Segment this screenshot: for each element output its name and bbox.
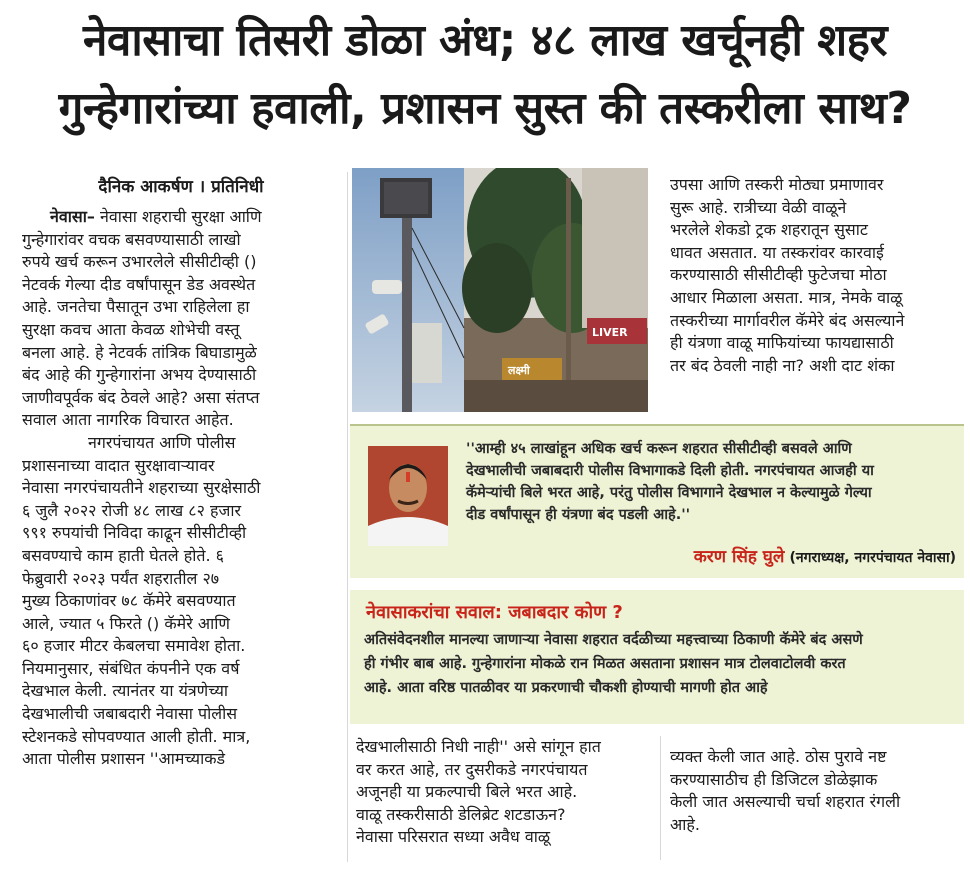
cctv-pole-photo <box>352 168 648 412</box>
col1-line: आता पोलीस प्रशासन ''आमच्याकडे <box>22 749 226 769</box>
col1-line: देखभाल केली. त्यानंतर या यंत्रणेच्या <box>22 681 229 701</box>
col1-line: नगरपंचायत आणि पोलीस <box>88 432 236 452</box>
col1-line: बंद आहे की गुन्हेगारांना अभय देण्यासाठी <box>22 365 257 385</box>
col1-line: नेवासा नगरपंचायतीने शहराच्या सुरक्षेसाठी <box>22 478 261 498</box>
col3-line: आहे. <box>670 814 700 834</box>
byline: दैनिक आकर्षण । प्रतिनिधी <box>98 177 264 197</box>
column-2-bottom <box>356 736 650 849</box>
col1-line: देखभालीची जबाबदारी नेवासा पोलीस <box>22 704 238 724</box>
col3-line: भरलेले शेकडो ट्रक शहरातून सुसाट <box>670 220 868 240</box>
col1-line: रुपये खर्च करून उभारलेले सीसीटीव्ही () <box>22 252 257 272</box>
col1-line: गुन्हेगारांवर वचक बसवण्यासाठी लाखो <box>22 229 241 249</box>
col1-line: जाणीवपूर्वक बंद ठेवले आहे? असा संतप्त <box>22 387 260 407</box>
question-line: आहे. आता वरिष्ठ पातळीवर या प्रकरणाची चौकशी होण्याची मागणी होत आहे <box>364 680 768 696</box>
col1-line: प्रशासनाच्या वादात सुरक्षावाऱ्यावर <box>22 455 215 475</box>
col3-line: उपसा आणि तस्करी मोठ्या प्रमाणावर <box>670 175 884 194</box>
col1-line: नेवासा शहराची सुरक्षा आणि <box>94 207 262 226</box>
col1-line: सुरक्षा कवच आता केवळ शोभेची वस्तू <box>22 319 240 339</box>
col3-line: तर बंद ठेवली नाही ना? अशी दाट शंका <box>670 355 895 375</box>
col1-line: आले, ज्यात ५ फिरते () कॅमेरे आणि <box>22 613 230 633</box>
col2-line: अजूनही या प्रकल्पाची बिले भरत आहे. <box>356 782 578 802</box>
speaker-photo <box>368 446 448 546</box>
question-line: ही गंभीर बाब आहे. गुन्हेगारांना मोकळे रान मिळत असताना प्रशासन मात्र टोलवाटोलवी करत <box>364 656 846 672</box>
col1-para-1 <box>22 206 340 432</box>
col1-line: बनला आहे. हे नेटवर्क तांत्रिक बिघाडामुळे <box>22 342 257 362</box>
col3-line: ही यंत्रणा वाळू माफियांच्या फायद्यासाठी <box>670 333 894 353</box>
col1-line: नियमानुसार, संबंधित कंपनीने एक वर्ष <box>22 658 240 678</box>
speaker-role: (नगराध्यक्ष, नगरपंचायत नेवासा) <box>789 550 956 566</box>
col2-line: देखभालीसाठी निधी नाही'' असे सांगून हात <box>356 737 601 756</box>
headline-line-1: नेवासाचा तिसरी डोळा अंध; ४८ लाख खर्चूनही शहर <box>82 15 887 66</box>
question-line: अतिसंवेदनशील मानल्या जाणाऱ्या नेवासा शहरात वर्दळीच्या महत्त्वाच्या ठिकाणी कॅमेरे बंद असणे <box>364 632 863 648</box>
column-divider <box>347 172 348 862</box>
dateline: नेवासा– <box>50 207 95 226</box>
column-1 <box>22 206 340 771</box>
question-box <box>350 590 964 724</box>
col1-line: आहे. जनतेचा पैसातून उभा राहिलेला हा <box>22 297 250 317</box>
headline-line-2: गुन्हेगारांच्या हवाली, प्रशासन सुस्त की तस्करीला साथ? <box>58 83 912 134</box>
col1-line: मुख्य ठिकाणांवर ७८ कॅमेरे बसवण्यात <box>22 591 236 611</box>
quote-line: दीड वर्षांपासून ही यंत्रणा बंद पडली आहे.'' <box>466 507 691 523</box>
col1-line: बसवण्याचे काम हाती घेतले होते. ६ <box>22 545 224 565</box>
shop-sign-2: लक्ष्मी <box>508 364 530 377</box>
col1-line: स्टेशनकडे सोपवण्यात आली होती. मात्र, <box>22 726 251 746</box>
column-divider-2 <box>660 736 661 860</box>
col3-line: सुरू आहे. रात्रीच्या वेळी वाळूने <box>670 197 847 217</box>
col3-line: धावत असतात. या तस्करांवर कारवाई <box>670 242 884 262</box>
col3-line: करण्यासाठीच ही डिजिटल डोळेझाक <box>670 769 878 789</box>
speaker-attribution <box>466 544 956 567</box>
col3-line: तस्करीच्या मार्गावरील कॅमेरे बंद असल्याने <box>670 310 905 330</box>
col1-line: नेटवर्क गेल्या दीड वर्षांपासून डेड अवस्थेत <box>22 274 256 294</box>
speaker-name: करण सिंह घुले <box>693 547 785 567</box>
col3-line: केली जात असल्याची चर्चा शहरात रंगली <box>670 792 901 812</box>
col2-line: वर करत आहे, तर दुसरीकडे नगरपंचायत <box>356 759 588 779</box>
col1-line: ९९१ रुपयांची निविदा काढून सीसीटीव्ही <box>22 523 247 543</box>
quote-text <box>466 438 956 526</box>
col1-para-2 <box>22 432 340 771</box>
quote-line: ''आम्ही ४५ लाखांहून अधिक खर्च करून शहरात सीसीटीव्ही बसवले आणि <box>466 441 852 457</box>
col3-line: आधार मिळाला असता. मात्र, नेमके वाळू <box>670 287 903 307</box>
column-3-bottom <box>670 746 960 836</box>
col1-line: फेब्रुवारी २०२३ पर्यंत शहरातील २७ <box>22 568 220 588</box>
portrait-illustration <box>368 446 448 546</box>
col3-line: करण्यासाठी सीसीटीव्ही फुटेजचा मोठा <box>670 265 887 285</box>
cctv-photo-illustration <box>352 168 648 412</box>
col1-line: ६० हजार मीटर केबलचा समावेश होता. <box>22 636 246 656</box>
col1-line: ६ जुलै २०२२ रोजी ४८ लाख ८२ हजार <box>22 500 242 520</box>
shop-sign-1: LIVER <box>592 326 628 339</box>
quote-line: देखभालीची जबाबदारी पोलीस विभागाकडे दिली होती. नगरपंचायत आजही या <box>466 463 874 479</box>
col2-line: नेवासा परिसरात सध्या अवैध वाळू <box>356 827 551 847</box>
col2-line: वाळू तस्करीसाठी डेलिब्रेट शटडाऊन? <box>356 804 566 824</box>
col3-line: व्यक्त केली जात आहे. ठोस पुरावे नष्ट <box>670 747 887 766</box>
quote-box <box>350 424 964 578</box>
column-3-top <box>670 174 960 377</box>
quote-line: कॅमेऱ्यांची बिले भरत आहे, परंतु पोलीस विभागाने देखभाल न केल्यामुळे गेल्या <box>466 485 872 501</box>
col1-line: सवाल आता नागरिक विचारत आहेत. <box>22 410 234 430</box>
question-heading: नेवासाकरांचा सवाल: जबाबदार कोण ? <box>366 602 623 623</box>
question-body <box>364 628 958 700</box>
